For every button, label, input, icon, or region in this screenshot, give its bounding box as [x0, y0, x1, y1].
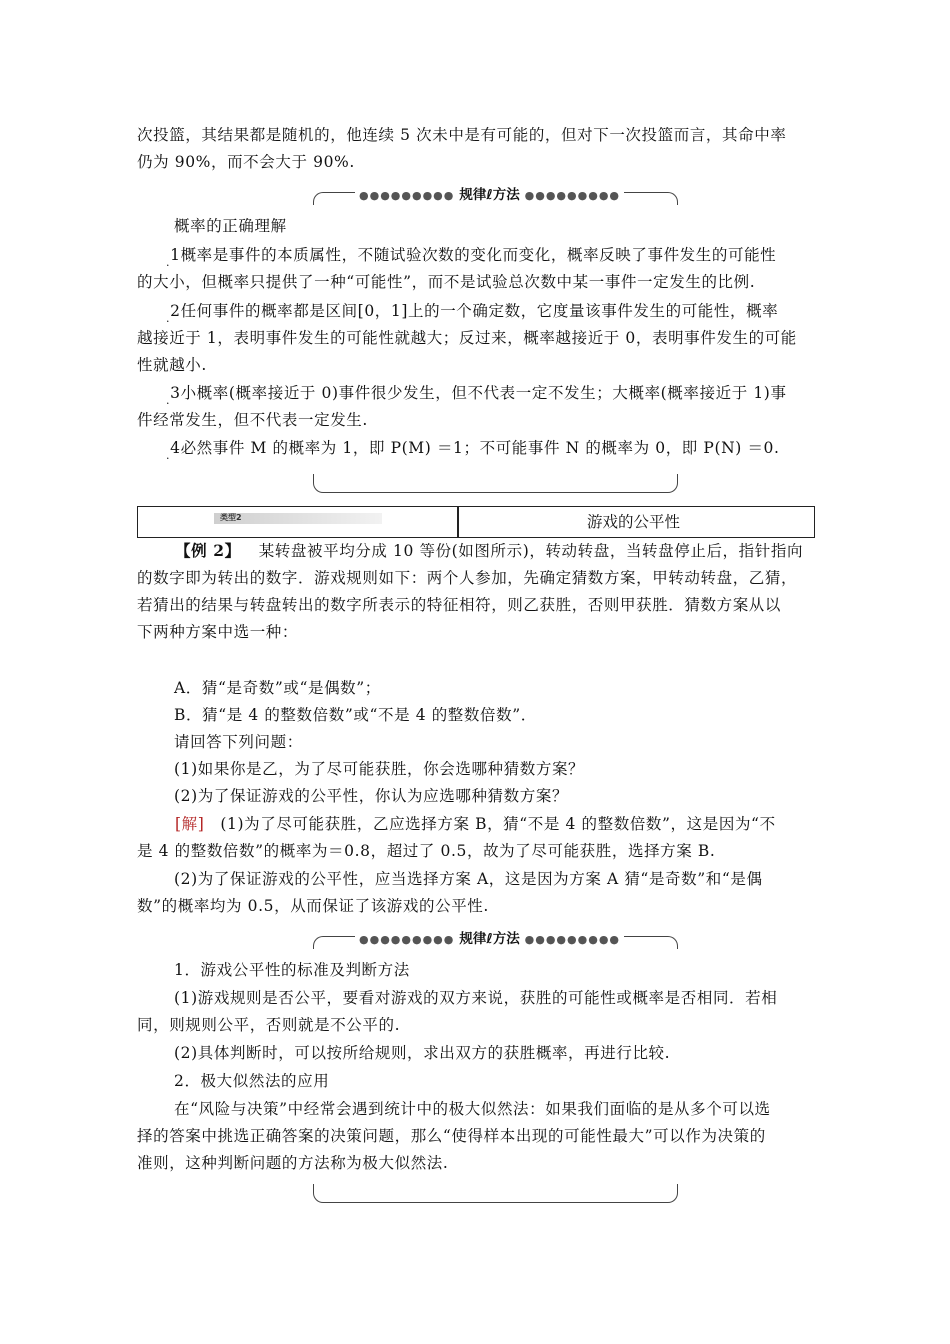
box2-header	[355, 927, 624, 947]
solution-1-line-2: 是 4 的整数倍数”的概率为＝0.8，超过了 0.5，故为了尽可能获胜，选择方案 B.	[137, 842, 716, 860]
dots-decoration: ●●●●●●●●●	[524, 933, 621, 946]
intro-line-2: 仍为 90%，而不会大于 90%.	[137, 153, 355, 171]
item-2: $_.$2任何事件的概率都是区间[0，1]上的一个确定数，它度量该事件发生的可能性，概率	[166, 302, 779, 325]
type-title-cell	[457, 506, 815, 538]
question-prompt: 请回答下列问题：	[174, 733, 303, 751]
box1-header-sep: ℓ	[486, 187, 493, 203]
example-line-2: 的数字即为转出的数字．游戏规则如下：两个人参加，先确定猜数方案，甲转动转盘，乙猜，	[137, 569, 798, 587]
type-tag-label: 类型2	[220, 513, 242, 522]
item-3-line-2: 件经常发生，但不代表一定发生.	[137, 411, 368, 429]
section-1b: (2)具体判断时，可以按所给规则，求出双方的获胜概率，再进行比较.	[174, 1044, 671, 1062]
section-1-heading: 1．游戏公平性的标准及判断方法	[174, 961, 410, 979]
box2-header-sep: ℓ	[486, 931, 493, 947]
box1-bottom-bracket	[313, 474, 678, 493]
type-title: 游戏的公平性	[587, 513, 681, 531]
solution-label: [解]	[175, 815, 205, 833]
section-2-heading: 2．极大似然法的应用	[174, 1072, 330, 1090]
question-2: (2)为了保证游戏的公平性，你认为应选哪种猜数方案？	[174, 787, 569, 805]
option-b: B．猜“是 4 的整数倍数”或“不是 4 的整数倍数”．	[174, 706, 537, 724]
option-a: A．猜“是奇数”或“是偶数”；	[174, 679, 381, 697]
section-2-line-2: 择的答案中挑选正确答案的决策问题，那么“使得样本出现的可能性最大”可以作为决策的	[137, 1127, 766, 1145]
item-1-line-2: 的大小，但概率只提供了一种“可能性”，而不是试验总次数中某一事件一定发生的比例.	[137, 273, 756, 291]
solution-2-line-1: (2)为了保证游戏的公平性，应当选择方案 A，这是因为方案 A 猜“是奇数”和“是偶	[174, 870, 763, 888]
box1-title: 概率的正确理解	[174, 217, 287, 235]
box2-header-label-2: 方法	[492, 931, 520, 947]
dots-decoration: ●●●●●●●●●	[524, 189, 621, 202]
example-line-4: 下两种方案中选一种：	[137, 623, 299, 641]
box2-header-label: 规律	[459, 931, 487, 947]
solution-2-line-2: 数”的概率均为 0.5，从而保证了该游戏的公平性.	[137, 897, 489, 915]
item-1: $_.$1概率是事件的本质属性，不随试验次数的变化而变化，概率反映了事件发生的可能性	[166, 246, 777, 269]
section-2-line-1: 在“风险与决策”中经常会遇到统计中的极大似然法：如果我们面临的是从多个可以选	[174, 1100, 771, 1118]
box1-header-label: 规律	[459, 187, 487, 203]
section-2-line-3: 准则，这种判断问题的方法称为极大似然法.	[137, 1154, 449, 1172]
item-2-line-2: 越接近于 1，表明事件发生的可能性就越大；反过来，概率越接近于 0，表明事件发生的可能	[137, 329, 797, 347]
dots-decoration: ●●●●●●●●●	[359, 933, 455, 946]
section-1a-line-1: (1)游戏规则是否公平，要看对游戏的双方来说，获胜的可能性或概率是否相同．若相	[174, 989, 778, 1007]
intro-line-1: 次投篮，其结果都是随机的，他连续 5 次未中是有可能的，但对下一次投篮而言，其命中率	[137, 126, 787, 144]
box1-header	[355, 183, 624, 203]
box1-header-label-2: 方法	[492, 187, 520, 203]
item-2-line-3: 性就越小.	[137, 356, 207, 374]
item-4: $_.$4必然事件 M 的概率为 1，即 P(M) ＝1；不可能事件 N 的概率为 0，即 P(N) ＝0.	[166, 439, 780, 462]
question-1: (1)如果你是乙，为了尽可能获胜，你会选哪种猜数方案？	[174, 760, 585, 778]
solution-1-line-1: [解] (1)为了尽可能获胜，乙应选择方案 B，猜“不是 4 的整数倍数”，这是因为“不	[175, 815, 776, 833]
dots-decoration: ●●●●●●●●●	[359, 189, 455, 202]
type-tag-bar	[214, 513, 382, 524]
item-3: $_.$3小概率(概率接近于 0)事件很少发生，但不代表一定不发生；大概率(概率接近于 1)事	[166, 384, 787, 407]
example-line-1: 【例 2】 某转盘被平均分成 10 等份(如图所示)，转动转盘，当转盘停止后，指针指向	[175, 541, 804, 560]
box2-bottom-bracket	[313, 1184, 678, 1203]
example-line-3: 若猜出的结果与转盘转出的数字所表示的特征相符，则乙获胜，否则甲获胜．猜数方案从以	[137, 596, 782, 614]
section-1a-line-2: 同，则规则公平，否则就是不公平的.	[137, 1016, 401, 1034]
type-tag-cell	[137, 506, 459, 538]
example-label: 【例 2】	[175, 541, 241, 560]
